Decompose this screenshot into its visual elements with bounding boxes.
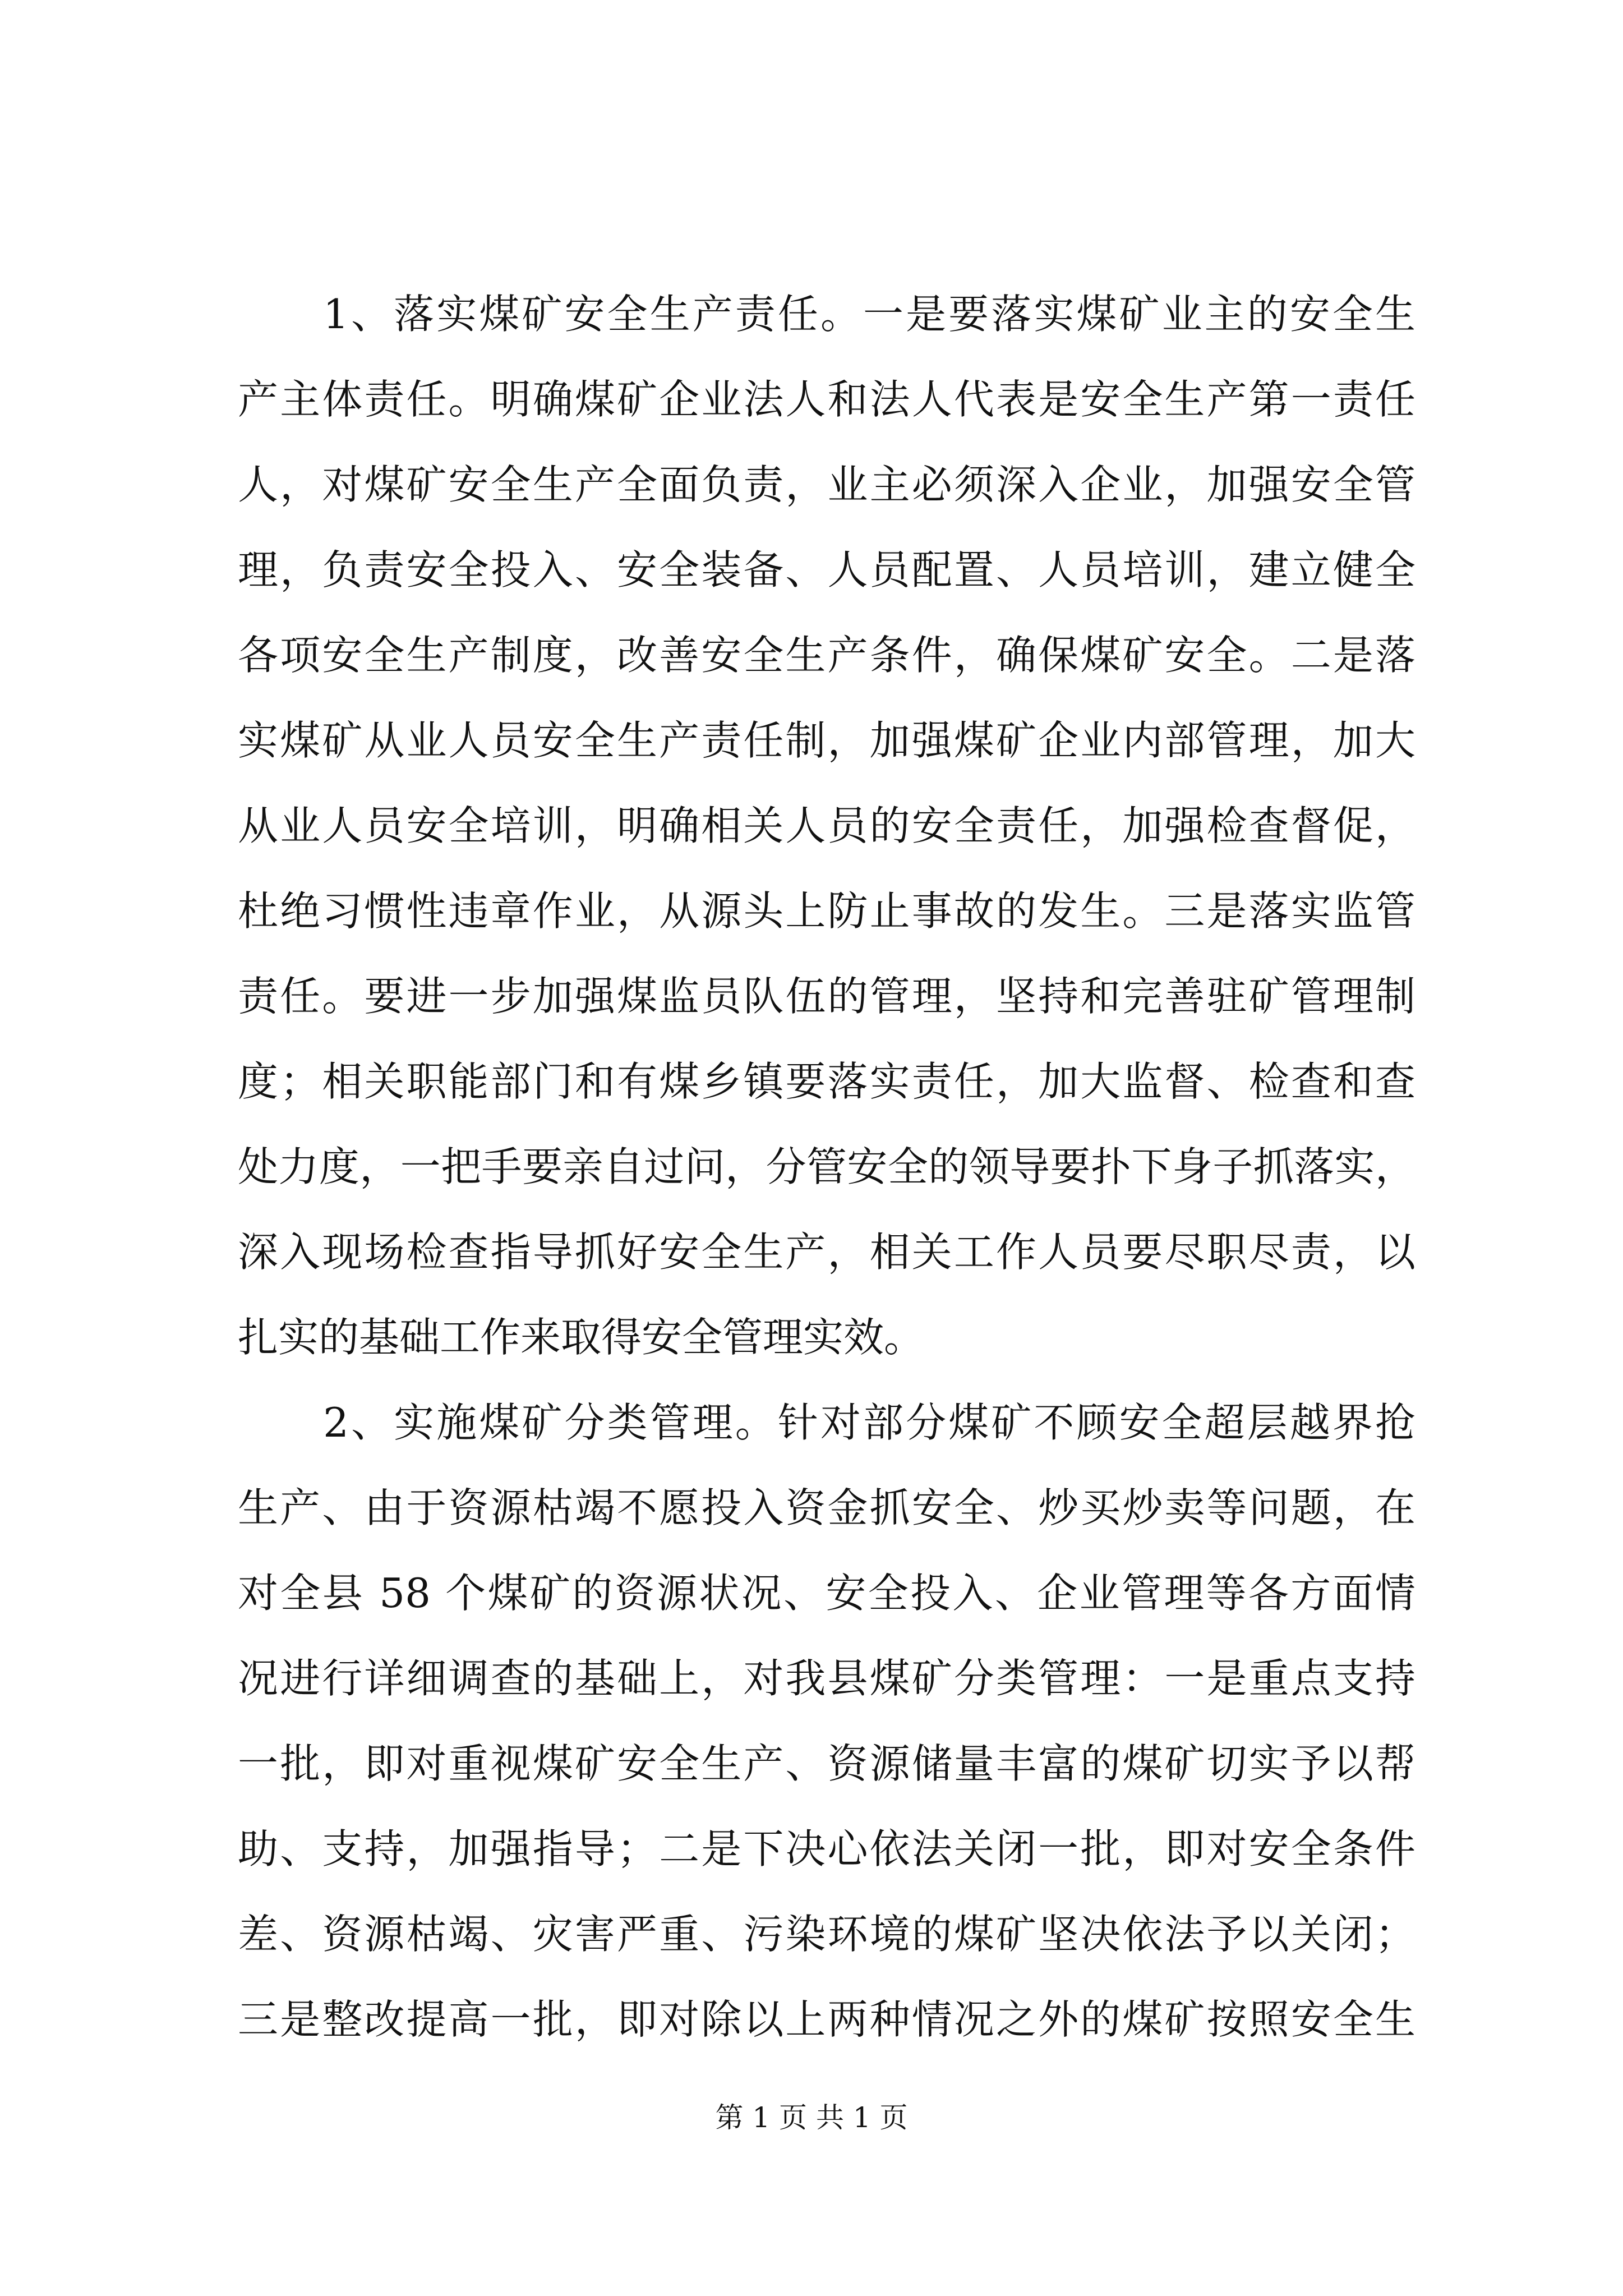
text-line: 三是整改提高一批，即对除以上两种情况之外的煤矿按照安全生: [238, 1996, 1415, 2043]
text-line: 生产、由于资源枯竭不愿投入资金抓安全、炒买炒卖等问题，在: [238, 1484, 1415, 1531]
text-line: 人，对煤矿安全生产全面负责，业主必须深入企业，加强安全管: [238, 461, 1415, 508]
page-number-label: 第 1 页 共 1 页: [715, 2101, 908, 2134]
text-line: 对全县 58 个煤矿的资源状况、安全投入、企业管理等各方面情: [238, 1570, 1415, 1617]
text-line: 况进行详细调查的基础上，对我县煤矿分类管理：一是重点支持: [238, 1655, 1415, 1702]
text-line: 各项安全生产制度，改善安全生产条件，确保煤矿安全。二是落: [238, 632, 1415, 679]
text-line: 处力度，一把手要亲自过问，分管安全的领导要扑下身子抓落实，: [238, 1143, 1415, 1190]
text-line: 从业人员安全培训，明确相关人员的安全责任，加强检查督促，: [238, 802, 1415, 849]
text-line: 助、支持，加强指导；二是下决心依法关闭一批，即对安全条件: [238, 1825, 1415, 1872]
text-line: 2、实施煤矿分类管理。针对部分煤矿不顾安全超层越界抢: [238, 1399, 1415, 1446]
body-text: [238, 272, 1415, 2062]
text-line: 差、资源枯竭、灾害严重、污染环境的煤矿坚决依法予以关闭；: [238, 1911, 1415, 1958]
text-line: 实煤矿从业人员安全生产责任制，加强煤矿企业内部管理，加大: [238, 717, 1415, 764]
text-line: 责任。要进一步加强煤监员队伍的管理，坚持和完善驻矿管理制: [238, 973, 1415, 1020]
text-line: 度；相关职能部门和有煤乡镇要落实责任，加大监督、检查和查: [238, 1058, 1415, 1105]
text-line: 深入现场检查指导抓好安全生产，相关工作人员要尽职尽责，以: [238, 1228, 1415, 1276]
text-line: 1、落实煤矿安全生产责任。一是要落实煤矿业主的安全生: [238, 291, 1415, 338]
text-line: 产主体责任。明确煤矿企业法人和法人代表是安全生产第一责任: [238, 376, 1415, 423]
page-footer: [0, 2098, 1623, 2137]
text-line: 扎实的基础工作来取得安全管理实效。: [238, 1314, 925, 1361]
text-line: 杜绝习惯性违章作业，从源头上防止事故的发生。三是落实监管: [238, 887, 1415, 935]
text-line: 一批，即对重视煤矿安全生产、资源储量丰富的煤矿切实予以帮: [238, 1740, 1415, 1787]
text-line: 理，负责安全投入、安全装备、人员配置、人员培训，建立健全: [238, 546, 1415, 593]
